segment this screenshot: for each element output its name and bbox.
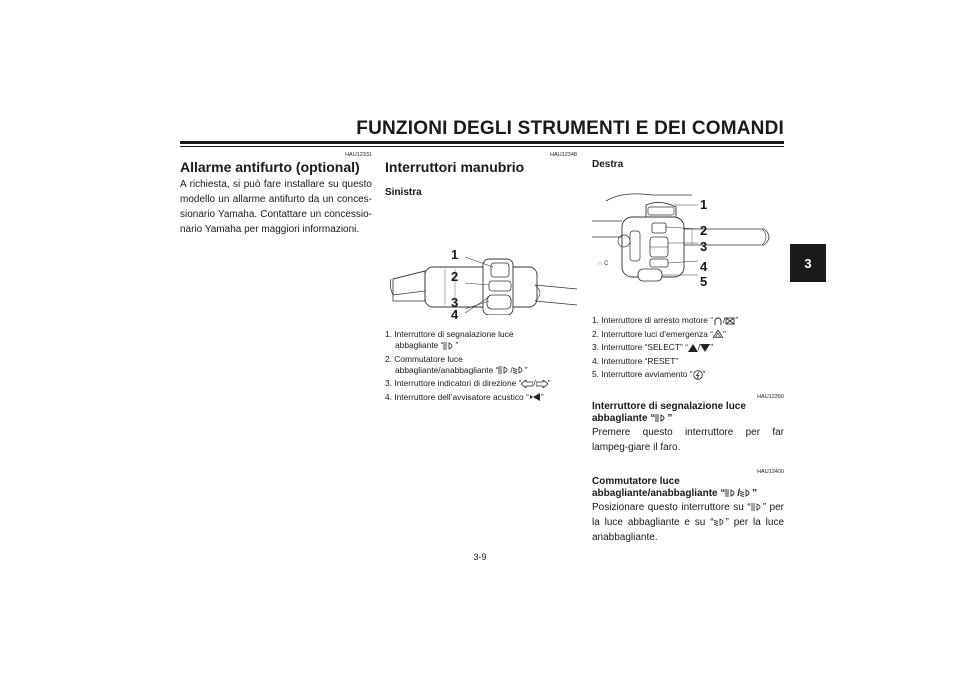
column-alarm xyxy=(180,152,372,237)
callout-right-2: 2 xyxy=(700,223,708,238)
start-icon xyxy=(693,370,703,380)
turn-right-icon xyxy=(536,380,548,388)
left-legend xyxy=(385,329,577,403)
legend-item: 1. Interruttore di arresto motore “ / ” xyxy=(592,315,739,325)
callout-left-3: 3 xyxy=(451,295,459,310)
chapter-tab: 3 xyxy=(790,244,826,282)
low-beam-icon xyxy=(714,518,726,526)
up-triangle-icon xyxy=(688,344,698,352)
legend-item: 3. Interruttore indicatori di direzione “ / ” xyxy=(385,378,551,388)
dimmer-switch-body: Posizionare questo interruttore su “ ” per la luce abbagliante e su “ ” per la luce anabbagliante. xyxy=(592,502,785,543)
page-number: 3-9 xyxy=(473,552,487,562)
high-beam-icon xyxy=(498,366,510,374)
page-title: FUNZIONI DEGLI STRUMENTI E DEI COMANDI xyxy=(356,118,784,139)
high-beam-icon xyxy=(443,342,455,350)
left-handlebar-drawing xyxy=(385,205,577,315)
alarm-body: A richiesta, si può fare installare su questo modello un allarme antifurto da un conces-sionario Yamaha. Contattare un concessio-nario Yamaha per maggiori informazioni. xyxy=(180,179,372,235)
page-header xyxy=(180,118,784,148)
column-right-switches xyxy=(592,152,784,545)
pass-switch-body: Premere questo interruttore per far lampeg-giare il faro. xyxy=(592,427,784,453)
right-handlebar-drawing xyxy=(592,181,784,291)
left-switch-illustration xyxy=(385,205,577,322)
low-beam-icon xyxy=(513,366,525,374)
section-title-handlebar: Interruttori manubrio xyxy=(385,159,525,175)
subtitle-left: Sinistra xyxy=(385,187,422,198)
legend-item: 4. Interruttore dell’avvisatore acustico “ ” xyxy=(385,391,544,402)
callout-right-3: 3 xyxy=(700,239,708,254)
callout-left-4: 4 xyxy=(451,307,459,322)
legend-item: 4. Interruttore “RESET” xyxy=(592,355,679,366)
callout-left-2: 2 xyxy=(451,269,459,284)
callout-right-5: 5 xyxy=(700,274,708,289)
section-title-dimmer-switch: Commutatore luce abbagliante/anabbagliante “ / ” xyxy=(592,476,758,499)
column-handlebar-switches xyxy=(385,152,577,405)
section-title-pass-switch: Interruttore di segnalazione luce abbagliante “ ” xyxy=(592,401,746,424)
section-code: HAU12400 xyxy=(757,469,784,475)
engine-run-icon xyxy=(713,317,723,325)
turn-left-icon xyxy=(521,380,533,388)
legend-item: 1. Interruttore di segnalazione luce abbagliante “ ” xyxy=(385,329,514,350)
right-switch-illustration xyxy=(592,181,784,291)
high-beam-icon xyxy=(751,503,763,511)
header-rule xyxy=(180,141,784,144)
horn-icon xyxy=(529,393,541,401)
down-triangle-icon xyxy=(700,344,710,352)
section-code: HAU12350 xyxy=(757,394,784,400)
section-title-alarm: Allarme antifurto (optional) xyxy=(180,159,360,175)
callout-right-4: 4 xyxy=(700,259,708,274)
header-rule-thin xyxy=(180,146,784,147)
callout-right-1: 1 xyxy=(700,197,708,212)
high-beam-icon xyxy=(725,489,737,497)
legend-item: 2. Commutatore luce abbagliante/anabbagliante “ / ” xyxy=(385,353,528,375)
legend-item: 2. Interruttore luci d’emergenza “ ” xyxy=(592,328,726,339)
hazard-icon xyxy=(713,330,723,338)
section-code: HAU12348 xyxy=(550,152,577,158)
engine-stop-icon xyxy=(725,317,735,325)
right-legend xyxy=(592,315,784,380)
subtitle-right: Destra xyxy=(592,159,624,170)
legend-item: 5. Interruttore avviamento “ ” xyxy=(592,369,706,379)
svg-text:∩ C: ∩ C xyxy=(598,261,609,267)
legend-item: 3. Interruttore “SELECT” “ / ” xyxy=(592,342,713,352)
low-beam-icon xyxy=(740,489,752,497)
high-beam-icon xyxy=(655,414,667,422)
section-code: HAU12331 xyxy=(345,152,372,158)
callout-left-1: 1 xyxy=(451,247,459,262)
